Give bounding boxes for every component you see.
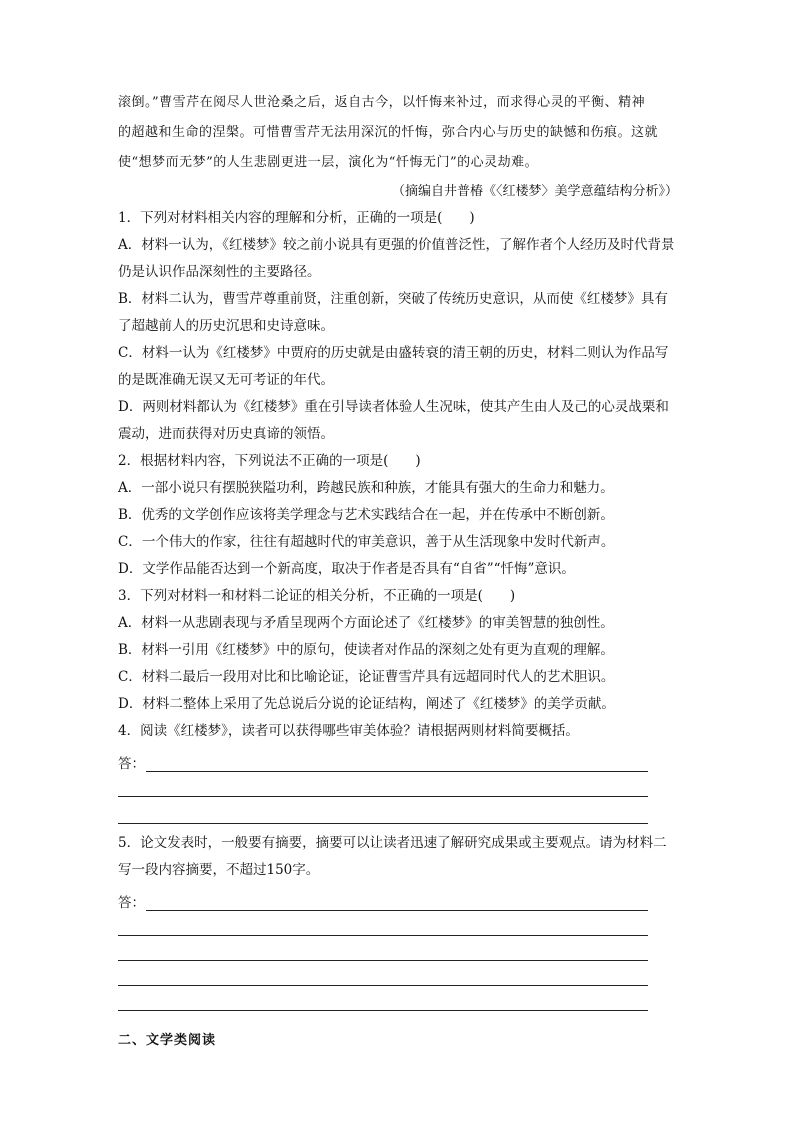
option-d[interactable]: D．两则材料都认为《红楼梦》重在引导读者体验人生况味，使其产生由人及己的心灵战栗和震动，进而获得对历史真谛的领悟。 <box>118 399 669 442</box>
question-stem: 2．根据材料内容，下列说法不正确的一项是( ) <box>118 453 421 469</box>
intro-line: 滚倒。”曹雪芹在阅尽人世沧桑之后，返自古今，以忏悔来补过，而求得心灵的平衡、精神 <box>118 95 646 110</box>
source-citation: （摘编自井普椿《〈红楼梦〉美学意蕴结构分析》） <box>391 184 678 199</box>
option-b[interactable]: B．优秀的文学创作应该将美学理念与艺术实践结合在一起，并在传承中不断创新。 <box>118 507 614 523</box>
intro-passage <box>118 88 678 205</box>
option-c[interactable]: C．一个伟大的作家，往往有超越时代的审美意识，善于从生活现象中发时代新声。 <box>118 534 615 550</box>
answer-label: 答： <box>118 895 145 911</box>
document-page <box>118 88 678 1061</box>
option-a[interactable]: A．材料一从悲剧表现与矛盾呈现两个方面论述了《红楼梦》的审美智慧的独创性。 <box>118 615 614 631</box>
answer-line[interactable] <box>146 892 648 911</box>
question-4 <box>118 718 678 824</box>
question-3 <box>118 583 678 718</box>
question-stem: 3．下列对材料一和材料二论证的相关分析，不正确的一项是( ) <box>118 588 516 604</box>
answer-line[interactable] <box>118 936 648 961</box>
answer-line[interactable] <box>118 961 648 986</box>
question-1 <box>118 205 678 448</box>
intro-line: 使“想梦而无梦”的人生悲剧更进一层，演化为“忏悔无门”的心灵劫难。 <box>118 155 539 170</box>
question-stem: 5．论文发表时，一般要有摘要，摘要可以让读者迅速了解研究成果或主要观点。请为材料二写一段内容摘要，不超过150字。 <box>118 835 667 878</box>
answer-label: 答： <box>118 756 145 772</box>
answer-line[interactable] <box>118 797 648 824</box>
answer-line[interactable] <box>118 986 648 1011</box>
answer-row <box>118 884 678 911</box>
answer-line[interactable] <box>118 772 648 797</box>
answer-line[interactable] <box>118 911 648 936</box>
question-stem: 1．下列对材料相关内容的理解和分析，正确的一项是( ) <box>118 210 475 226</box>
option-d[interactable]: D．文学作品能否达到一个新高度，取决于作者是否具有“自省”“忏悔”意识。 <box>118 561 575 577</box>
answer-row <box>118 745 678 772</box>
question-stem: 4．阅读《红楼梦》，读者可以获得哪些审美体验？请根据两则材料简要概括。 <box>118 723 579 739</box>
question-2 <box>118 448 678 583</box>
intro-line: 的超越和生命的涅槃。可惜曹雪芹无法用深沉的忏悔，弥合内心与历史的缺憾和伤痕。这就 <box>118 125 659 140</box>
answer-line[interactable] <box>146 753 648 772</box>
option-a[interactable]: A．一部小说只有摆脱狭隘功利，跨越民族和种族，才能具有强大的生命力和魅力。 <box>118 480 614 496</box>
option-c[interactable]: C．材料一认为《红楼梦》中贾府的历史就是由盛转衰的清王朝的历史，材料二则认为作品写的是既准确无误又无可考证的年代。 <box>118 345 669 388</box>
option-a[interactable]: A．材料一认为，《红楼梦》较之前小说具有更强的价值普泛性，了解作者个人经历及时代背景仍是认识作品深刻性的主要路径。 <box>118 237 675 280</box>
section-title: 二、文学类阅读 <box>118 1033 217 1048</box>
option-b[interactable]: B．材料二认为，曹雪芹尊重前贤，注重创新，突破了传统历史意识，从而使《红楼梦》具有了超越前人的历史沉思和史诗意味。 <box>118 291 668 334</box>
option-b[interactable]: B．材料一引用《红楼梦》中的原句，使读者对作品的深刻之处有更为直观的理解。 <box>118 642 614 658</box>
question-5 <box>118 830 678 1011</box>
option-c[interactable]: C．材料二最后一段用对比和比喻论证，论证曹雪芹具有远超同时代人的艺术胆识。 <box>118 669 615 685</box>
option-d[interactable]: D．材料二整体上采用了先总说后分说的论证结构，阐述了《红楼梦》的美学贡献。 <box>118 696 615 712</box>
